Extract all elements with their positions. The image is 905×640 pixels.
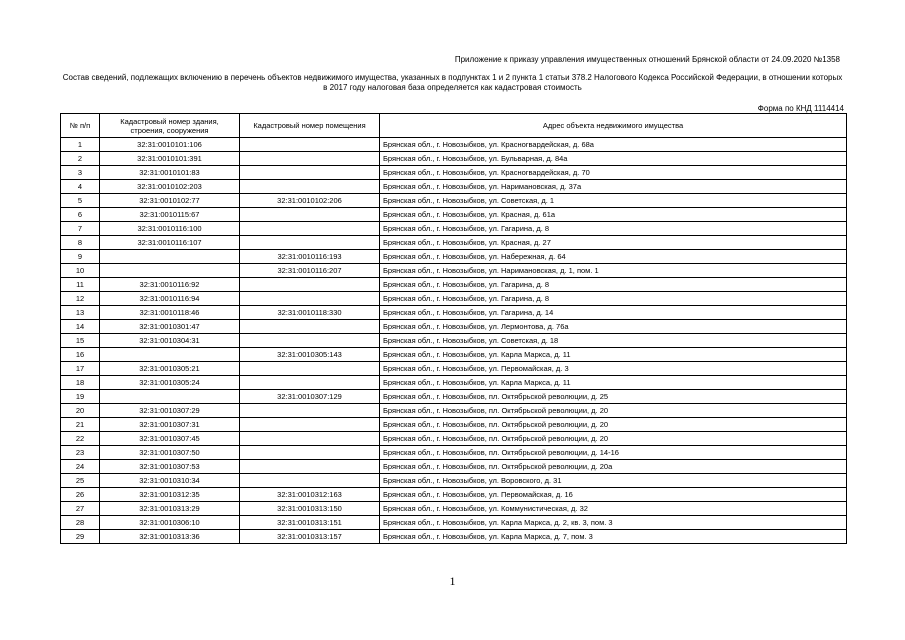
cell-building-cadastral: 32:31:0010306:10 <box>100 516 240 530</box>
cell-building-cadastral: 32:31:0010116:100 <box>100 222 240 236</box>
cell-room-cadastral <box>240 460 380 474</box>
cell-num: 19 <box>61 390 100 404</box>
cell-num: 20 <box>61 404 100 418</box>
cell-building-cadastral: 32:31:0010101:106 <box>100 138 240 152</box>
cell-room-cadastral <box>240 418 380 432</box>
annex-title: Приложение к приказу управления имущественных отношений Брянской области от 24.09.2020 №1358 <box>454 55 840 64</box>
cell-room-cadastral <box>240 334 380 348</box>
cell-room-cadastral <box>240 474 380 488</box>
cell-address: Брянская обл., г. Новозыбков, ул. Красная, д. 27 <box>380 236 847 250</box>
table-body <box>61 138 847 544</box>
table-header <box>61 114 847 138</box>
cell-address: Брянская обл., г. Новозыбков, ул. Красная, д. 61а <box>380 208 847 222</box>
cell-address: Брянская обл., г. Новозыбков, пл. Октябрьской революции, д. 25 <box>380 390 847 404</box>
cell-num: 3 <box>61 166 100 180</box>
table-row <box>61 292 847 306</box>
cell-num: 14 <box>61 320 100 334</box>
cell-building-cadastral: 32:31:0010307:29 <box>100 404 240 418</box>
cell-room-cadastral <box>240 432 380 446</box>
table-row <box>61 180 847 194</box>
cell-building-cadastral: 32:31:0010304:31 <box>100 334 240 348</box>
cell-room-cadastral: 32:31:0010116:207 <box>240 264 380 278</box>
page-number: 1 <box>449 574 456 588</box>
cell-num: 26 <box>61 488 100 502</box>
cell-building-cadastral: 32:31:0010101:391 <box>100 152 240 166</box>
table-row <box>61 460 847 474</box>
table-row <box>61 306 847 320</box>
table-row <box>61 236 847 250</box>
table-row <box>61 250 847 264</box>
table-row <box>61 474 847 488</box>
cell-num: 4 <box>61 180 100 194</box>
cell-address: Брянская обл., г. Новозыбков, ул. Бульварная, д. 84а <box>380 152 847 166</box>
cell-address: Брянская обл., г. Новозыбков, ул. Советская, д. 18 <box>380 334 847 348</box>
cell-address: Брянская обл., г. Новозыбков, пл. Октябрьской революции, д. 14-16 <box>380 446 847 460</box>
table-row <box>61 194 847 208</box>
table-row <box>61 208 847 222</box>
cell-building-cadastral: 32:31:0010118:46 <box>100 306 240 320</box>
cell-num: 13 <box>61 306 100 320</box>
cell-num: 24 <box>61 460 100 474</box>
cell-address: Брянская обл., г. Новозыбков, ул. Гагарина, д. 14 <box>380 306 847 320</box>
table-row <box>61 362 847 376</box>
cell-room-cadastral <box>240 152 380 166</box>
table-row <box>61 446 847 460</box>
cell-room-cadastral <box>240 292 380 306</box>
cell-room-cadastral: 32:31:0010313:150 <box>240 502 380 516</box>
table-row <box>61 222 847 236</box>
table-row <box>61 488 847 502</box>
cell-building-cadastral: 32:31:0010115:67 <box>100 208 240 222</box>
cell-building-cadastral: 32:31:0010305:24 <box>100 376 240 390</box>
cell-room-cadastral <box>240 404 380 418</box>
cell-building-cadastral: 32:31:0010313:29 <box>100 502 240 516</box>
cell-room-cadastral <box>240 446 380 460</box>
cell-building-cadastral <box>100 390 240 404</box>
cell-room-cadastral <box>240 222 380 236</box>
cell-room-cadastral: 32:31:0010305:143 <box>240 348 380 362</box>
cell-address: Брянская обл., г. Новозыбков, пл. Октябрьской революции, д. 20 <box>380 432 847 446</box>
cell-num: 5 <box>61 194 100 208</box>
table-row <box>61 432 847 446</box>
cell-room-cadastral: 32:31:0010313:151 <box>240 516 380 530</box>
cell-building-cadastral: 32:31:0010101:83 <box>100 166 240 180</box>
cell-num: 16 <box>61 348 100 362</box>
cell-address: Брянская обл., г. Новозыбков, ул. Первомайская, д. 16 <box>380 488 847 502</box>
cell-room-cadastral: 32:31:0010116:193 <box>240 250 380 264</box>
cell-building-cadastral: 32:31:0010305:21 <box>100 362 240 376</box>
cell-room-cadastral <box>240 362 380 376</box>
header-room-cadastral: Кадастровый номер помещения <box>240 114 380 138</box>
table-row <box>61 138 847 152</box>
cell-num: 8 <box>61 236 100 250</box>
cell-building-cadastral: 32:31:0010313:36 <box>100 530 240 544</box>
cell-building-cadastral <box>100 348 240 362</box>
cell-room-cadastral: 32:31:0010313:157 <box>240 530 380 544</box>
cell-num: 21 <box>61 418 100 432</box>
cell-room-cadastral <box>240 208 380 222</box>
header-num: № п/п <box>61 114 100 138</box>
cell-room-cadastral <box>240 138 380 152</box>
cell-num: 27 <box>61 502 100 516</box>
cell-address: Брянская обл., г. Новозыбков, ул. Гагарина, д. 8 <box>380 292 847 306</box>
cell-address: Брянская обл., г. Новозыбков, ул. Карла Маркса, д. 11 <box>380 348 847 362</box>
table-row <box>61 166 847 180</box>
table-row <box>61 264 847 278</box>
cell-room-cadastral <box>240 236 380 250</box>
cell-building-cadastral: 32:31:0010116:92 <box>100 278 240 292</box>
table-row <box>61 152 847 166</box>
cell-address: Брянская обл., г. Новозыбков, пл. Октябрьской революции, д. 20 <box>380 418 847 432</box>
table-row <box>61 348 847 362</box>
table-row <box>61 334 847 348</box>
cell-room-cadastral: 32:31:0010312:163 <box>240 488 380 502</box>
header-building-cadastral: Кадастровый номер здания, строения, сооружения <box>100 114 240 138</box>
table-row <box>61 320 847 334</box>
cell-num: 28 <box>61 516 100 530</box>
cell-address: Брянская обл., г. Новозыбков, ул. Первомайская, д. 3 <box>380 362 847 376</box>
cell-address: Брянская обл., г. Новозыбков, ул. Карла Маркса, д. 11 <box>380 376 847 390</box>
cell-building-cadastral: 32:31:0010116:94 <box>100 292 240 306</box>
table-row <box>61 278 847 292</box>
cell-address: Брянская обл., г. Новозыбков, ул. Лермонтова, д. 76а <box>380 320 847 334</box>
cell-num: 18 <box>61 376 100 390</box>
table-row <box>61 404 847 418</box>
header-address: Адрес объекта недвижимого имущества <box>380 114 847 138</box>
cell-room-cadastral: 32:31:0010102:206 <box>240 194 380 208</box>
cell-num: 25 <box>61 474 100 488</box>
cell-building-cadastral: 32:31:0010310:34 <box>100 474 240 488</box>
cell-address: Брянская обл., г. Новозыбков, ул. Гагарина, д. 8 <box>380 222 847 236</box>
cell-address: Брянская обл., г. Новозыбков, ул. Коммунистическая, д. 32 <box>380 502 847 516</box>
table-row <box>61 390 847 404</box>
table-row <box>61 376 847 390</box>
cell-num: 29 <box>61 530 100 544</box>
cell-address: Брянская обл., г. Новозыбков, пл. Октябрьской революции, д. 20а <box>380 460 847 474</box>
cell-num: 17 <box>61 362 100 376</box>
cell-building-cadastral: 32:31:0010307:45 <box>100 432 240 446</box>
cell-room-cadastral <box>240 180 380 194</box>
cell-num: 23 <box>61 446 100 460</box>
cell-building-cadastral: 32:31:0010307:53 <box>100 460 240 474</box>
cell-room-cadastral: 32:31:0010307:129 <box>240 390 380 404</box>
cell-building-cadastral: 32:31:0010312:35 <box>100 488 240 502</box>
cell-address: Брянская обл., г. Новозыбков, пл. Октябрьской революции, д. 20 <box>380 404 847 418</box>
cell-room-cadastral <box>240 278 380 292</box>
cell-address: Брянская обл., г. Новозыбков, ул. Красногвардейская, д. 70 <box>380 166 847 180</box>
cell-num: 10 <box>61 264 100 278</box>
cell-address: Брянская обл., г. Новозыбков, ул. Советская, д. 1 <box>380 194 847 208</box>
document-subtitle: Состав сведений, подлежащих включению в перечень объектов недвижимого имущества, указанных в подпунктах 1 и 2 пункта 1 статьи 378.2 Налогового Кодекса Российской Федерации, в отношении которых в 2017 году налоговая база определяется как кадастровая стоимость <box>62 73 843 92</box>
cell-address: Брянская обл., г. Новозыбков, ул. Карла Маркса, д. 2, кв. 3, пом. 3 <box>380 516 847 530</box>
cell-num: 6 <box>61 208 100 222</box>
cell-room-cadastral: 32:31:0010118:330 <box>240 306 380 320</box>
cell-building-cadastral: 32:31:0010307:50 <box>100 446 240 460</box>
cell-room-cadastral <box>240 376 380 390</box>
cell-num: 11 <box>61 278 100 292</box>
cell-num: 9 <box>61 250 100 264</box>
cell-building-cadastral <box>100 264 240 278</box>
cell-num: 1 <box>61 138 100 152</box>
cell-num: 2 <box>61 152 100 166</box>
cell-building-cadastral: 32:31:0010102:203 <box>100 180 240 194</box>
cell-building-cadastral: 32:31:0010307:31 <box>100 418 240 432</box>
cell-address: Брянская обл., г. Новозыбков, ул. Воровского, д. 31 <box>380 474 847 488</box>
cell-building-cadastral <box>100 250 240 264</box>
table-row <box>61 530 847 544</box>
cell-building-cadastral: 32:31:0010301:47 <box>100 320 240 334</box>
table-row <box>61 418 847 432</box>
cell-num: 15 <box>61 334 100 348</box>
cell-num: 22 <box>61 432 100 446</box>
cell-address: Брянская обл., г. Новозыбков, ул. Набережная, д. 64 <box>380 250 847 264</box>
form-code: Форма по КНД 1114414 <box>757 104 844 113</box>
cell-address: Брянская обл., г. Новозыбков, ул. Красногвардейская, д. 68а <box>380 138 847 152</box>
header-row <box>61 114 847 138</box>
cell-address: Брянская обл., г. Новозыбков, ул. Наримановская, д. 37а <box>380 180 847 194</box>
table-row <box>61 502 847 516</box>
cell-num: 7 <box>61 222 100 236</box>
cell-room-cadastral <box>240 320 380 334</box>
cell-address: Брянская обл., г. Новозыбков, ул. Карла Маркса, д. 7, пом. 3 <box>380 530 847 544</box>
cell-building-cadastral: 32:31:0010116:107 <box>100 236 240 250</box>
cell-address: Брянская обл., г. Новозыбков, ул. Наримановская, д. 1, пом. 1 <box>380 264 847 278</box>
cell-num: 12 <box>61 292 100 306</box>
cell-address: Брянская обл., г. Новозыбков, ул. Гагарина, д. 8 <box>380 278 847 292</box>
property-registry-table <box>60 113 847 544</box>
cell-building-cadastral: 32:31:0010102:77 <box>100 194 240 208</box>
cell-room-cadastral <box>240 166 380 180</box>
table-row <box>61 516 847 530</box>
